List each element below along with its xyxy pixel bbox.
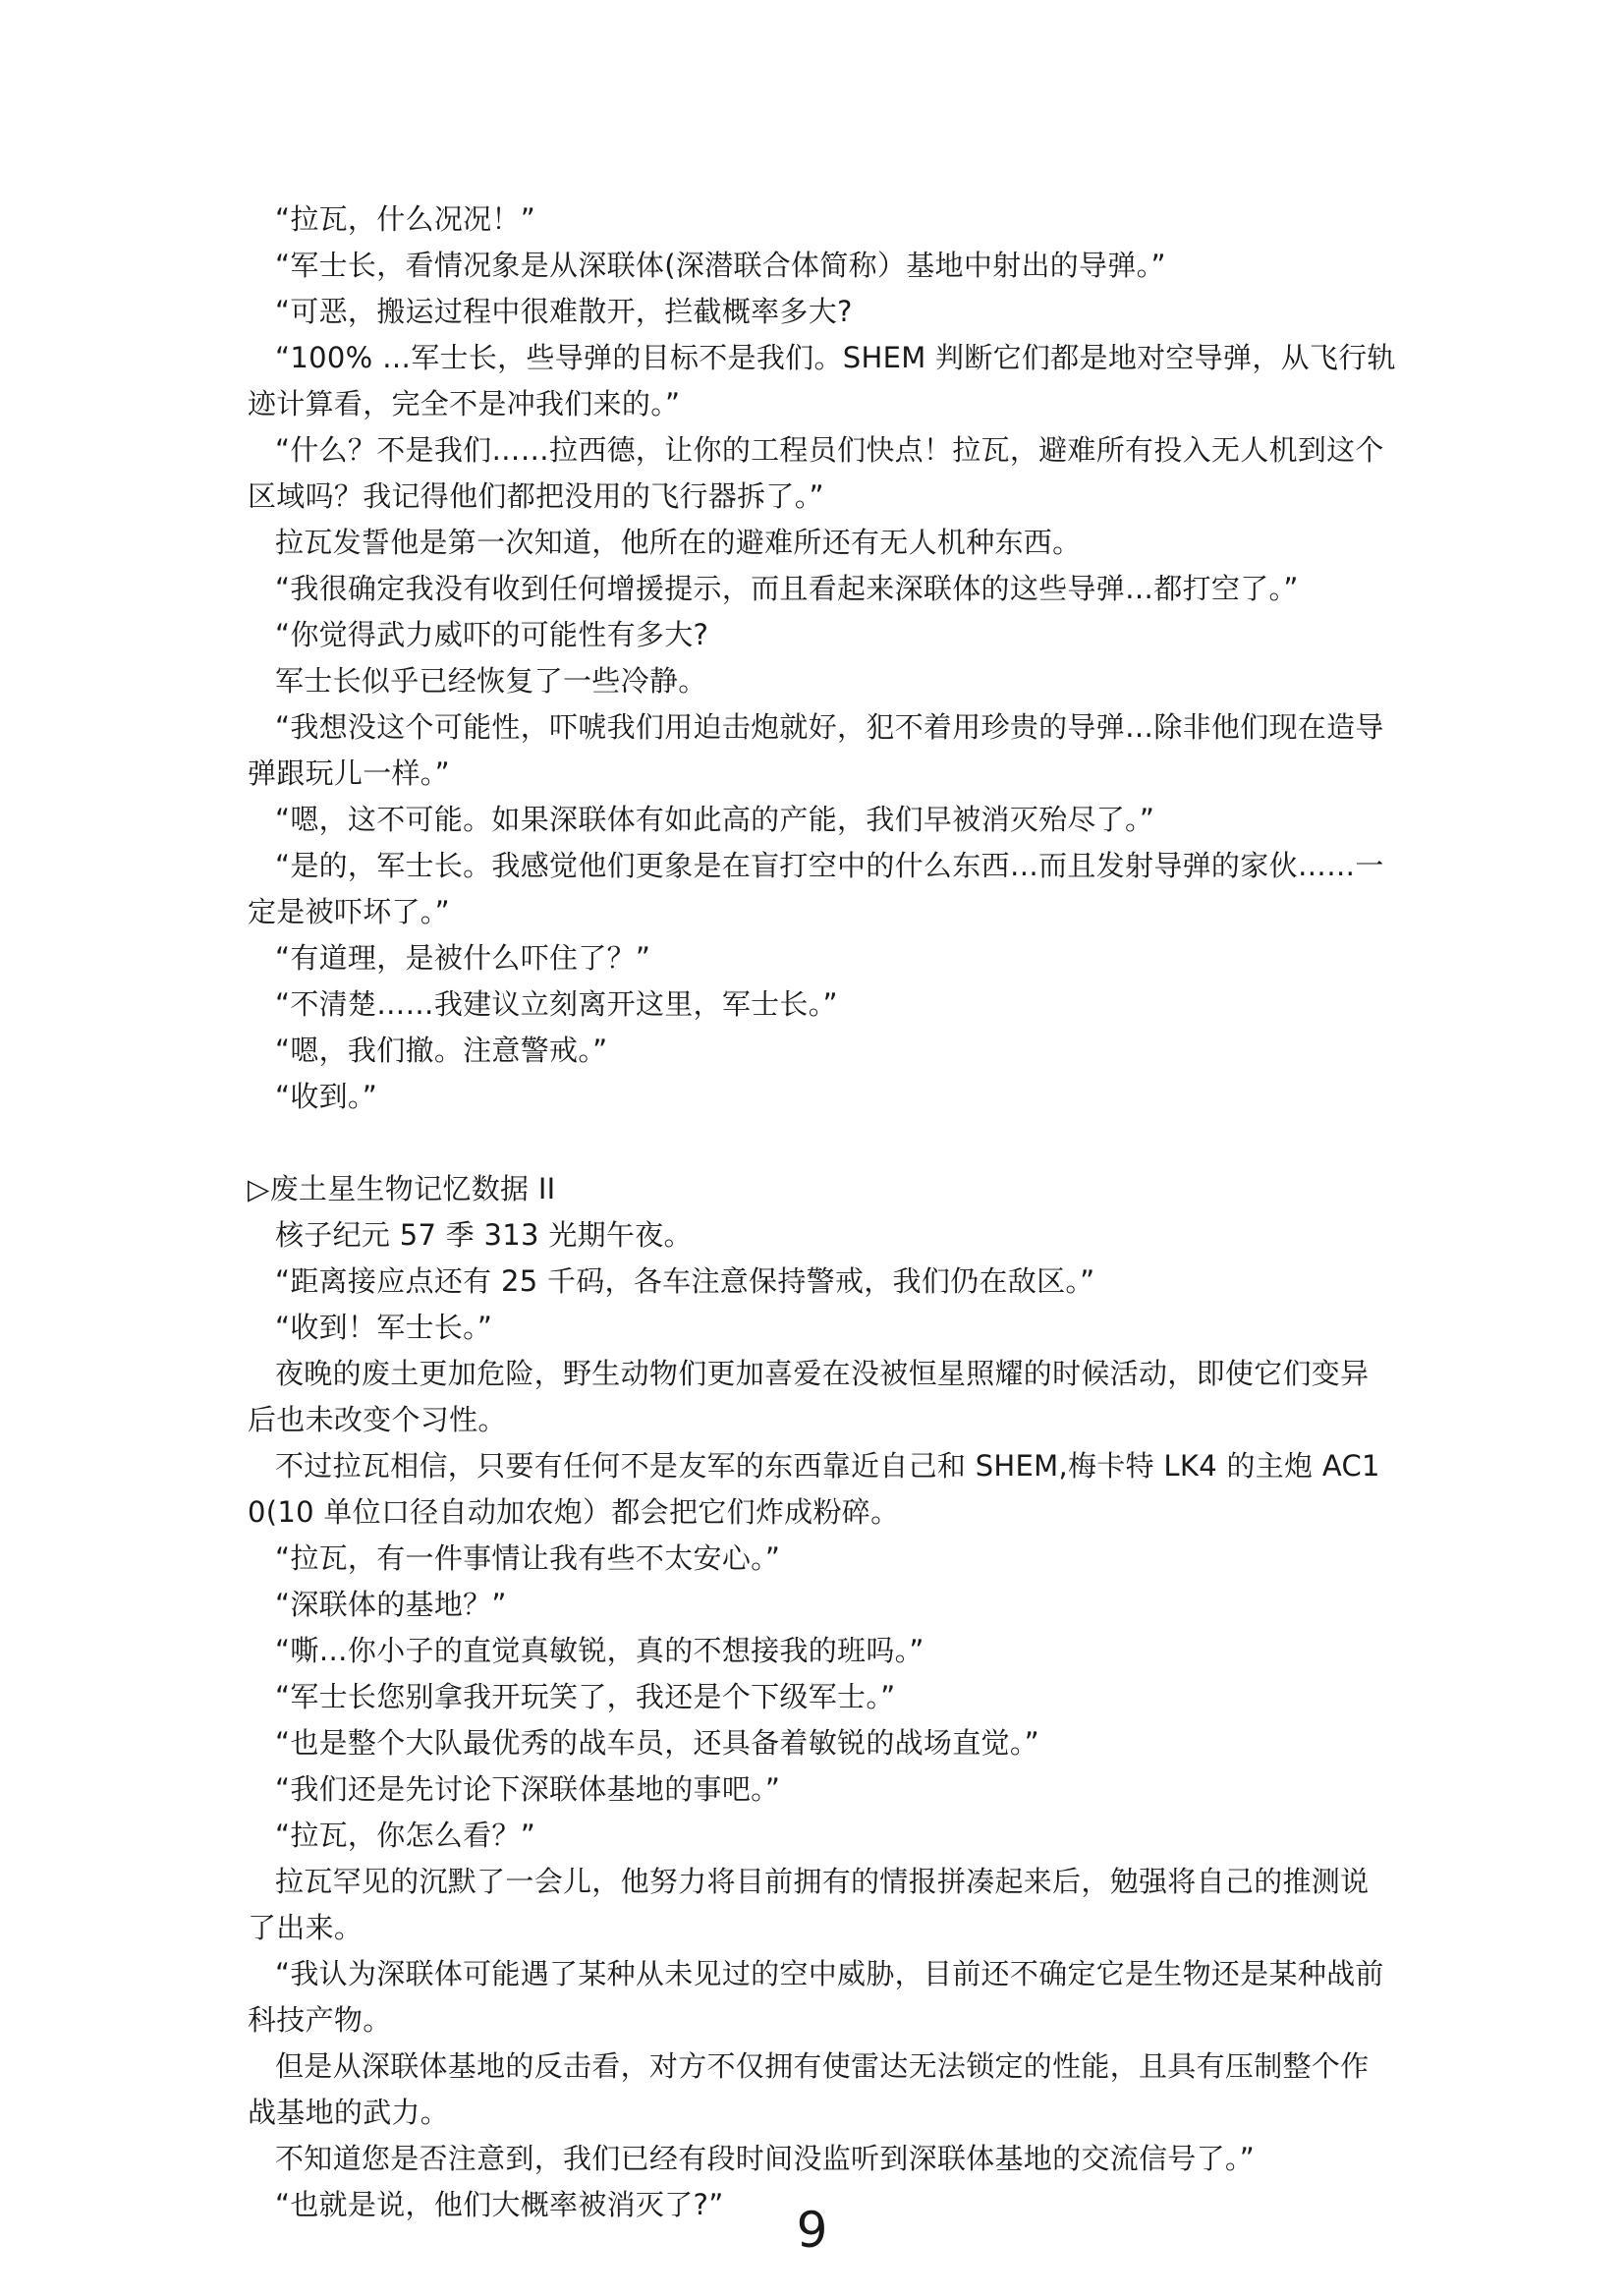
body-text	[248, 196, 1397, 2228]
paragraph: “我认为深联体可能遇了某种从未见过的空中威胁，目前还不确定它是生物还是某种战前科技产物。	[248, 1957, 1384, 2037]
paragraph: “拉瓦，什么况况！”	[275, 202, 536, 236]
paragraph: “可恶，搬运过程中很难散开，拦截概率多大?	[275, 295, 853, 328]
paragraph: “不清楚……我建议立刻离开这里，军士长。”	[275, 987, 838, 1021]
paragraph: “100% …军士长，些导弹的目标不是我们。SHEM 判断它们都是地对空导弹，从飞行轨迹计算看，完全不是冲我们来的。”	[248, 341, 1396, 420]
paragraph: “深联体的基地？”	[275, 1588, 507, 1621]
paragraph: “军士长您别拿我开玩笑了，我还是个下级军士。”	[275, 1680, 896, 1713]
paragraph: 拉瓦罕见的沉默了一会儿，他努力将目前拥有的情报拼凑起来后，勉强将自己的推测说了出来。	[248, 1865, 1370, 1944]
paragraph: 夜晚的废土更加危险，野生动物们更加喜爱在没被恒星照耀的时候活动，即使它们变异后也未改变个习性。	[248, 1357, 1370, 1436]
paragraph: “嗯，我们撤。注意警戒。”	[275, 1034, 608, 1067]
paragraph: “我很确定我没有收到任何增援提示，而且看起来深联体的这些导弹…都打空了。”	[275, 572, 1299, 605]
paragraph: “是的，军士长。我感觉他们更象是在盲打空中的什么东西…而且发射导弹的家伙……一定是被吓坏了。”	[248, 849, 1384, 928]
paragraph: “收到！军士长。”	[275, 1311, 493, 1344]
paragraph: “拉瓦，你怎么看？”	[275, 1819, 536, 1852]
paragraph: “收到。”	[275, 1080, 378, 1113]
paragraph: “嗯，这不可能。如果深联体有如此高的产能，我们早被消灭殆尽了。”	[275, 803, 1155, 836]
paragraph: 核子纪元 57 季 313 光期午夜。	[275, 1218, 693, 1252]
paragraph: 但是从深联体基地的反击看，对方不仅拥有使雷达无法锁定的性能，且具有压制整个作战基地的武力。	[248, 2049, 1370, 2129]
page-number: 9	[796, 2202, 828, 2259]
section-spacer	[248, 1120, 1397, 1166]
paragraph: “拉瓦，有一件事情让我有些不太安心。”	[275, 1541, 781, 1575]
paragraph: “也是整个大队最优秀的战车员，还具备着敏锐的战场直觉。”	[275, 1726, 1039, 1760]
paragraph: “军士长，看情况象是从深联体(深潜联合体简称）基地中射出的导弹。”	[275, 249, 1166, 282]
paragraph: “我们还是先讨论下深联体基地的事吧。”	[275, 1772, 781, 1806]
paragraph: “什么？不是我们……拉西德，让你的工程员们快点！拉瓦，避难所有投入无人机到这个区域吗？我记得他们都把没用的飞行器拆了。”	[248, 433, 1384, 513]
paragraph: 军士长似乎已经恢复了一些冷静。	[275, 664, 707, 698]
paragraph: 不知道您是否注意到，我们已经有段时间没监听到深联体基地的交流信号了。”	[275, 2142, 1256, 2175]
paragraph: “距离接应点还有 25 千码，各车注意保持警戒，我们仍在敌区。”	[275, 1264, 1095, 1298]
paragraph: “嘶…你小子的直觉真敏锐，真的不想接我的班吗。”	[275, 1634, 924, 1667]
section-heading: ▷废土星生物记忆数据 II	[248, 1172, 556, 1205]
paragraph: “你觉得武力威吓的可能性有多大?	[275, 618, 709, 651]
paragraph: “有道理，是被什么吓住了？”	[275, 941, 651, 975]
paragraph: 拉瓦发誓他是第一次知道，他所在的避难所还有无人机种东西。	[275, 526, 1082, 559]
paragraph: “也就是说，他们大概率被消灭了?”	[275, 2188, 724, 2221]
paragraph: 不过拉瓦相信，只要有任何不是友军的东西靠近自己和 SHEM,梅卡特 LK4 的主炮 AC10(10 单位口径自动加农炮）都会把它们炸成粉碎。	[248, 1449, 1380, 1529]
paragraph: “我想没这个可能性，吓唬我们用迫击炮就好，犯不着用珍贵的导弹…除非他们现在造导弹跟玩儿一样。”	[248, 710, 1384, 790]
